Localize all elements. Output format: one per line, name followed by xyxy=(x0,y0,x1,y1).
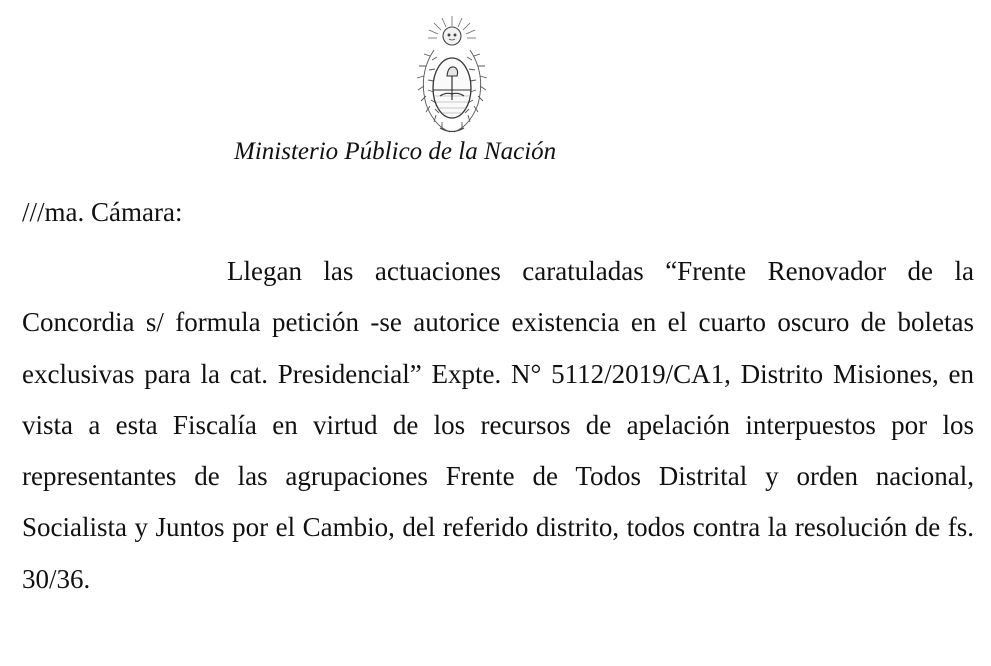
salutation: ///ma. Cámara: xyxy=(22,197,183,227)
argentine-coat-of-arms-icon xyxy=(404,14,500,138)
body-paragraph: Llegan las actuaciones caratuladas “Frente Renovador de la Concordia s/ formula petición -se autorice existencia en el cuarto oscuro de boletas exclusivas para la cat. Presidencial” Expte. N° 5112/2019/CA1, Distrito Misiones, en vista a esta Fiscalía en virtud de los recursos de apelación interpuestos por los representantes de las agrupaciones Frente de Todos Distrital y orden nacional, Socialista y Juntos por el Cambio, del referido distrito, todos contra la resolución de fs. 30/36. xyxy=(22,256,974,594)
ministry-name: Ministerio Público de la Nación xyxy=(234,138,557,165)
